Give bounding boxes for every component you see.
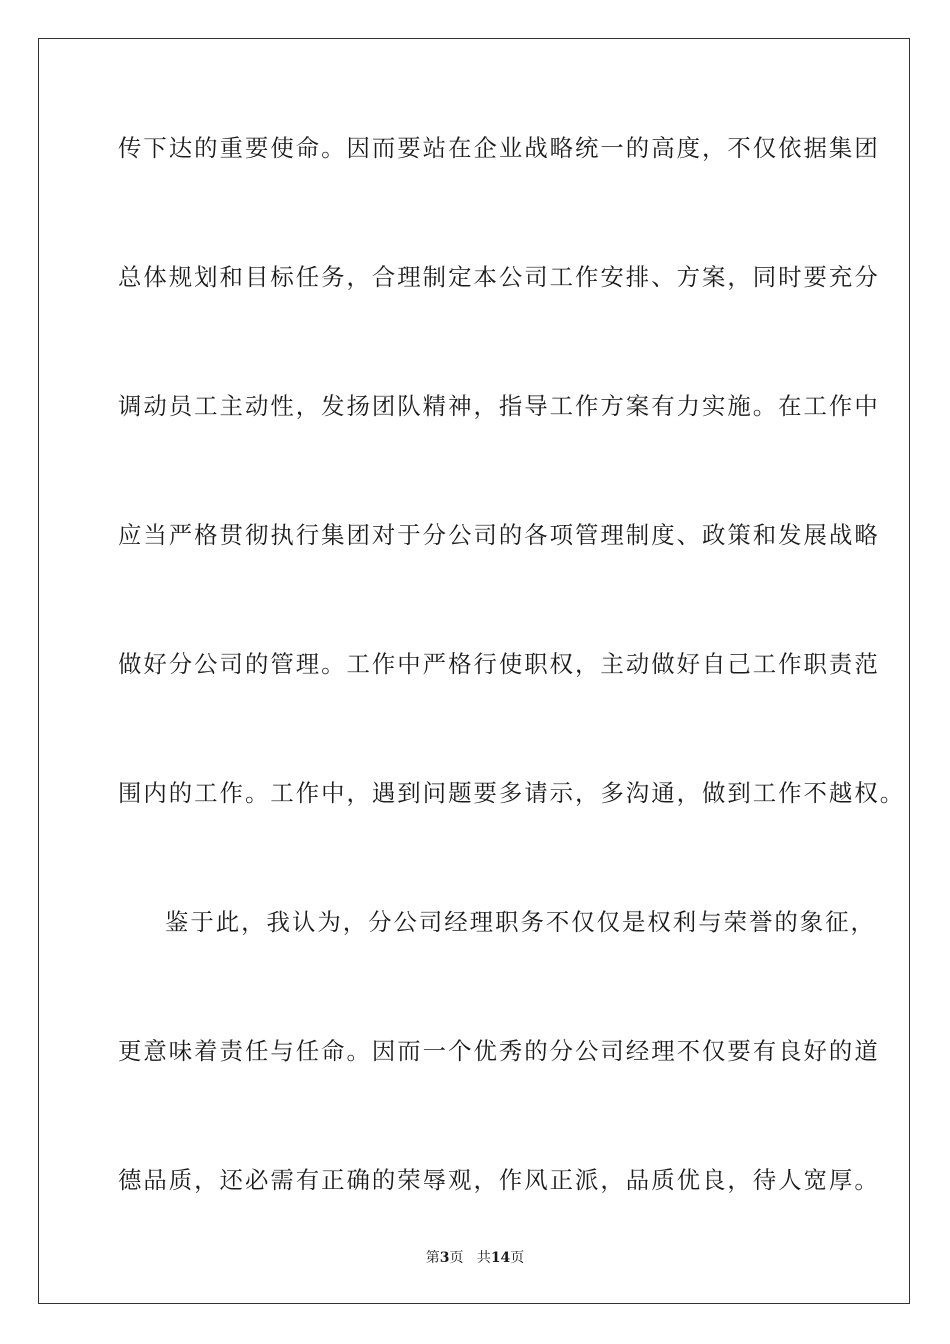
text-line: 传下达的重要使命。因而要站在企业战略统一的高度，不仅依据集团	[118, 134, 880, 162]
text-line: 调动员工主动性，发扬团队精神，指导工作方案有力实施。在工作中	[118, 392, 880, 420]
text-line: 德品质，还必需有正确的荣辱观，作风正派，品质优良，待人宽厚。	[118, 1166, 880, 1194]
page-footer	[0, 1248, 950, 1268]
footer-separator	[463, 1250, 476, 1266]
text-line: 围内的工作。工作中，遇到问题要多请示，多沟通，做到工作不越权。	[118, 779, 906, 807]
footer-total-suffix: 页	[510, 1250, 525, 1266]
text-line: 做好分公司的管理。工作中严格行使职权，主动做好自己工作职责范	[118, 650, 880, 678]
footer-current-page: 3	[439, 1250, 450, 1266]
text-line: 更意味着责任与任命。因而一个优秀的分公司经理不仅要有良好的道	[118, 1037, 880, 1065]
footer-total-pages: 14	[490, 1250, 511, 1266]
footer-page-suffix: 页	[449, 1250, 464, 1266]
text-line: 总体规划和目标任务，合理制定本公司工作安排、方案，同时要充分	[118, 263, 880, 291]
text-line: 应当严格贯彻执行集团对于分公司的各项管理制度、政策和发展战略	[118, 521, 880, 549]
footer-total-prefix: 共	[476, 1250, 491, 1266]
document-body	[118, 124, 906, 1285]
paragraph-first-line: 鉴于此，我认为，分公司经理职务不仅仅是权利与荣誉的象征，	[165, 908, 876, 936]
footer-prefix: 第	[425, 1250, 440, 1266]
